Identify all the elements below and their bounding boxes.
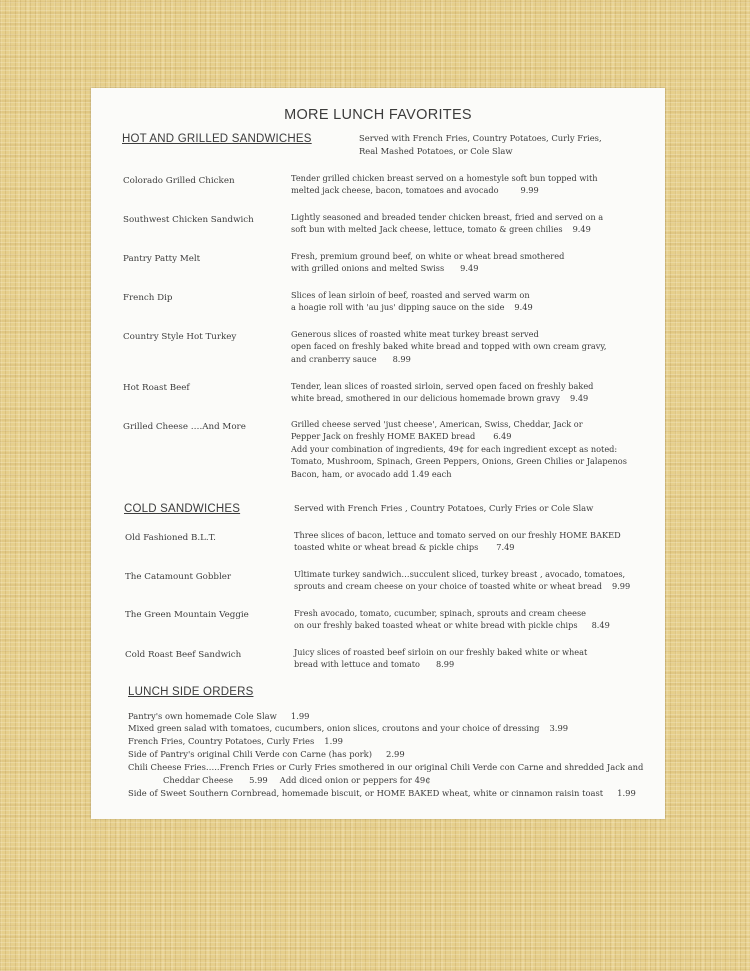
item-description: Ultimate turkey sandwich…succulent sliced, turkey breast , avocado, tomatoes, sprouts and cream cheese on your choice of toasted white or wheat bread 9.99 xyxy=(294,569,631,592)
item-price: 6.49 xyxy=(493,431,512,442)
side-item: Pantry's own homemade Cole Slaw 1.99 xyxy=(128,711,310,721)
item-name: Cold Roast Beef Sandwich xyxy=(125,650,242,660)
item-name: Country Style Hot Turkey xyxy=(123,332,237,342)
side-item: Mixed green salad with tomatoes, cucumbers, onion slices, croutons and your choice of dressing 3.99 xyxy=(128,723,569,733)
item-price: 9.49 xyxy=(460,263,479,274)
item-description: Grilled cheese served 'just cheese', American, Swiss, Cheddar, Jack or Pepper Jack on freshly HOME BAKED bread 6.49 Add your combination of ingredients, 49¢ for each ingredient except as noted: Tomato, Mushroom, Spinach, Green Peppers, Onions, Green Chilies or Jalapenos Bacon, ham, or avocado add 1.49 each xyxy=(291,419,627,479)
item-name: The Catamount Gobbler xyxy=(125,572,232,582)
item-name: Colorado Grilled Chicken xyxy=(123,176,235,186)
item-price: 8.49 xyxy=(591,620,610,631)
item-price: 9.49 xyxy=(572,224,591,235)
item-name: Grilled Cheese ….And More xyxy=(123,422,246,432)
side-item: Side of Pantry's original Chili Verde con Carne (has pork) 2.99 xyxy=(128,749,405,759)
item-price: 5.99 xyxy=(249,775,268,785)
item-price: 9.99 xyxy=(611,581,631,592)
cold-sandwiches-heading: COLD SANDWICHES xyxy=(124,503,241,515)
side-item: French Fries, Country Potatoes, Curly Fries 1.99 xyxy=(128,736,343,746)
item-description: Tender grilled chicken breast served on a homestyle soft bun topped with melted jack cheese, bacon, tomatoes and avocado 9.99 xyxy=(291,173,598,196)
side-item: Side of Sweet Southern Cornbread, homemade biscuit, or HOME BAKED wheat, white or cinnamon raisin toast 1.99 xyxy=(128,788,636,798)
item-price: 7.49 xyxy=(496,542,515,553)
item-price: 1.99 xyxy=(617,788,636,798)
item-price: 3.99 xyxy=(549,723,569,733)
cold-sandwiches-note: Served with French Fries , Country Potatoes, Curly Fries or Cole Slaw xyxy=(294,503,594,513)
item-description: Three slices of bacon, lettuce and tomato served on our freshly HOME BAKED toasted white or wheat bread & pickle chips 7.49 xyxy=(294,530,621,553)
hot-sandwiches-heading: HOT AND GRILLED SANDWICHES xyxy=(122,133,312,145)
item-name: Pantry Patty Melt xyxy=(123,254,201,264)
item-description: Slices of lean sirloin of beef, roasted and served warm on a hoagie roll with 'au jus' dipping sauce on the side 9.49 xyxy=(291,290,533,313)
item-price: 8.99 xyxy=(392,353,411,364)
item-description: Generous slices of roasted white meat turkey breast served open faced on freshly baked white bread and topped with own cream gravy, and cranberry sauce 8.99 xyxy=(291,329,607,364)
hot-sandwiches-note: Served with French Fries, Country Potatoes, Curly Fries, Real Mashed Potatoes, or Cole Slaw xyxy=(359,133,602,156)
item-description: Lightly seasoned and breaded tender chicken breast, fried and served on a soft bun with melted Jack cheese, lettuce, tomato & green chilies 9.49 xyxy=(291,212,604,235)
item-price: 1.99 xyxy=(324,736,343,746)
page-title: MORE LUNCH FAVORITES xyxy=(284,107,472,123)
item-price: 9.49 xyxy=(514,302,533,313)
side-orders-heading: LUNCH SIDE ORDERS xyxy=(128,686,254,698)
item-description: Fresh, premium ground beef, on white or wheat bread smothered with grilled onions and melted Swiss 9.49 xyxy=(291,251,565,274)
item-description: Fresh avocado, tomato, cucumber, spinach, sprouts and cream cheese on our freshly baked toasted wheat or white bread with pickle chips 8.49 xyxy=(294,608,610,631)
item-price: 9.99 xyxy=(520,185,539,196)
item-price: 9.49 xyxy=(570,393,589,404)
item-price: 2.99 xyxy=(386,749,405,759)
item-price: 8.99 xyxy=(435,659,455,670)
item-name: French Dip xyxy=(123,293,173,303)
side-item: Cheddar Cheese 5.99 Add diced onion or peppers for 49¢ xyxy=(163,775,431,785)
item-name: The Green Mountain Veggie xyxy=(125,610,249,620)
item-name: Southwest Chicken Sandwich xyxy=(123,215,254,225)
menu-page xyxy=(91,88,665,819)
item-price: 1.99 xyxy=(290,711,310,721)
item-description: Juicy slices of roasted beef sirloin on our freshly baked white or wheat bread with lettuce and tomato 8.99 xyxy=(294,647,588,670)
side-item: Chili Cheese Fries…..French Fries or Curly Fries smothered in our original Chili Verde con Carne and shredded Jack and xyxy=(128,762,644,772)
item-description: Tender, lean slices of roasted sirloin, served open faced on freshly baked white bread, smothered in our delicious homemade brown gravy 9.49 xyxy=(291,381,594,404)
item-name: Hot Roast Beef xyxy=(123,383,190,393)
item-name: Old Fashioned B.L.T. xyxy=(125,533,216,543)
